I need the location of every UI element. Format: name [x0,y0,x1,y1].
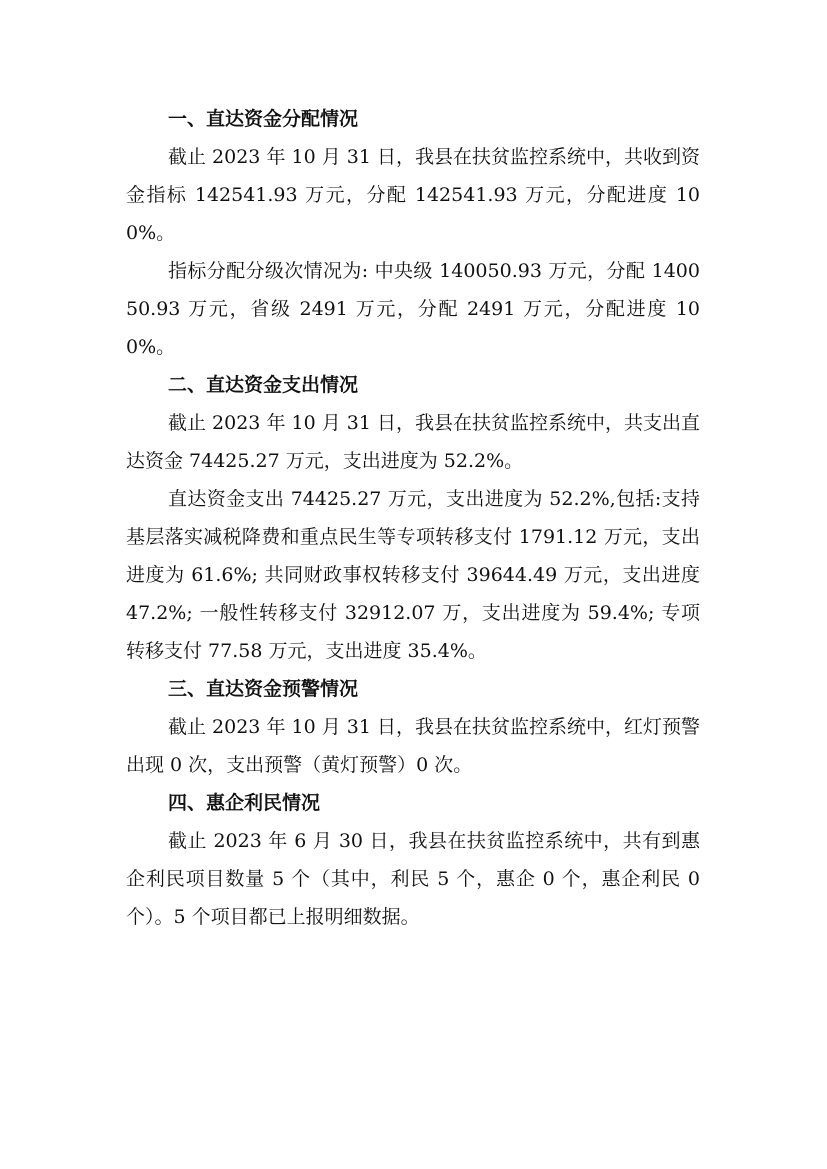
paragraph-warning: 截止 2023 年 10 月 31 日，我县在扶贫监控系统中，红灯预警出现 0 次，支出预警（黄灯预警）0 次。 [126,716,700,776]
paragraph-allocation-total: 截止 2023 年 10 月 31 日，我县在扶贫监控系统中，共收到资金指标 142541.93 万元，分配 142541.93 万元，分配进度 100%。 [126,146,700,244]
section-heading-expenditure: 二、直达资金支出情况 [168,374,359,396]
paragraph-benefit: 截止 2023 年 6 月 30 日，我县在扶贫监控系统中，共有到惠企利民项目数量 5 个（其中，利民 5 个，惠企 0 个，惠企利民 0 个）。5 个项目都已上报明细数据。 [126,830,700,928]
section-heading-allocation: 一、直达资金分配情况 [168,108,359,130]
paragraph-expenditure-total: 截止 2023 年 10 月 31 日，我县在扶贫监控系统中，共支出直达资金 74425.27 万元，支出进度为 52.2%。 [126,412,700,472]
document-body [126,100,700,936]
paragraph-allocation-levels: 指标分配分级次情况为: 中央级 140050.93 万元，分配 140050.93 万元，省级 2491 万元，分配 2491 万元，分配进度 100%。 [126,260,700,358]
section-heading-warning: 三、直达资金预警情况 [168,678,359,700]
section-heading-benefit: 四、惠企利民情况 [168,792,321,814]
paragraph-expenditure-breakdown: 直达资金支出 74425.27 万元，支出进度为 52.2%,包括:支持基层落实减税降费和重点民生等专项转移支付 1791.12 万元，支出进度为 61.6%; 共同财政事权转移支付 39644.49 万元，支出进度 47.2%; 一般性转移支付 32912.07 万，支出进度为 59.4%; 专项转移支付 77.58 万元，支出进度 35.4%。 [126,488,700,662]
